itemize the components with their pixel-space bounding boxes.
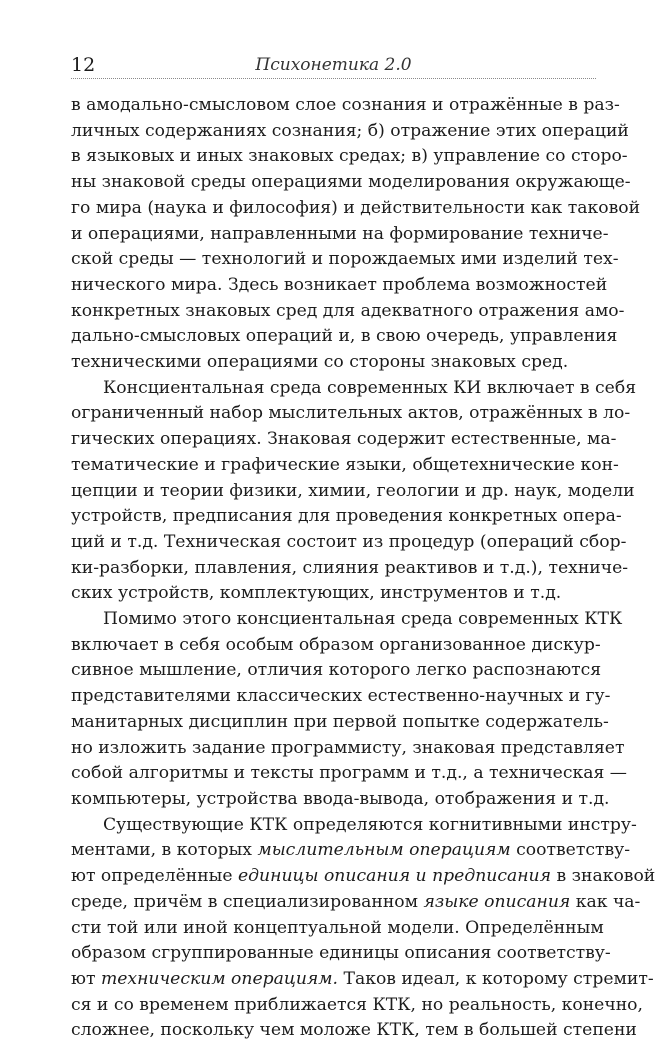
text-segment: Таков идеал, к которому стремит- <box>338 968 654 989</box>
text-segment: Помимо этого консциентальная среда современных КТК <box>103 609 623 630</box>
text-segment: го мира (наука и философия) и действительности как таковой <box>71 197 641 218</box>
text-line <box>71 967 654 993</box>
text-segment: компьютеры, устройства ввода-вывода, отображения и т.д. <box>71 788 610 809</box>
text-line <box>71 299 625 325</box>
text-segment: ментами, в которых <box>71 840 258 861</box>
running-title: Психонетика 2.0 <box>255 55 412 75</box>
text-line <box>71 170 631 196</box>
text-segment: сивное мышление, отличия которого легко распознаются <box>71 660 602 681</box>
body-text <box>71 93 656 1044</box>
italic-text: единицы описания и предписания <box>237 866 552 887</box>
text-line <box>71 376 637 402</box>
text-line <box>71 633 601 659</box>
text-line <box>71 916 604 942</box>
text-segment: манитарных дисциплин при первой попытке содержатель- <box>71 711 609 732</box>
text-segment: тематические и графические языки, общетехнические кон- <box>71 454 619 475</box>
text-line <box>71 530 627 556</box>
text-segment: в языковых и иных знаковых средах; в) управление со сторо- <box>71 146 628 167</box>
text-line <box>71 196 641 222</box>
text-segment: сложнее, поскольку чем моложе КТК, тем в большей степени <box>71 1020 637 1041</box>
text-segment: но изложить задание программисту, знаковая представляет <box>71 737 625 758</box>
page-number: 12 <box>71 54 96 76</box>
text-line <box>71 453 619 479</box>
text-line <box>71 247 619 273</box>
text-line <box>71 504 622 530</box>
text-segment: собой алгоритмы и тексты программ и т.д., а техническая — <box>71 763 627 784</box>
text-line <box>71 736 625 762</box>
text-segment: конкретных знаковых сред для адекватного отражения амо- <box>71 300 625 321</box>
text-segment: в амодально-смысловом слое сознания и отражённые в раз- <box>71 95 620 115</box>
text-line <box>71 222 609 248</box>
text-line <box>71 479 635 505</box>
text-segment: Консциентальная среда современных КИ включает в себя <box>103 377 637 398</box>
text-segment: ют определённые <box>71 866 238 887</box>
italic-text: мыслительным операциям <box>257 840 511 861</box>
text-segment: цепции и теории физики, химии, геологии и др. наук, модели <box>71 480 635 501</box>
text-line <box>71 761 627 787</box>
italic-text: языке описания <box>423 891 571 912</box>
text-segment: ских устройств, комплектующих, инструментов и т.д. <box>71 583 562 604</box>
text-line <box>71 324 618 350</box>
text-segment: соответству- <box>510 840 631 861</box>
text-segment: ся и со временем приближается КТК, но реальность, конечно, <box>71 994 643 1015</box>
text-segment: включает в себя особым образом организованное дискур- <box>71 634 601 655</box>
page-header <box>71 48 596 79</box>
text-line <box>71 93 620 119</box>
text-segment: ций и т.д. Техническая состоит из процедур (операций сбор- <box>71 531 627 552</box>
text-segment: в знаковой <box>551 866 656 887</box>
text-line <box>71 427 617 453</box>
text-line <box>71 993 643 1019</box>
text-segment: образом сгруппированные единицы описания соответству- <box>71 943 611 964</box>
text-segment: устройств, предписания для проведения конкретных опера- <box>71 506 622 527</box>
text-segment: техническими операциями со стороны знаковых сред. <box>71 352 569 373</box>
text-line <box>71 684 611 710</box>
italic-text: техническим операциям. <box>100 968 339 989</box>
text-line <box>71 658 602 684</box>
text-line <box>71 1018 637 1044</box>
text-line <box>71 787 610 813</box>
text-line <box>71 581 598 607</box>
text-segment: как ча- <box>570 891 641 912</box>
text-segment: ограниченный набор мыслительных актов, отражённых в ло- <box>71 403 631 424</box>
text-line <box>71 556 629 582</box>
text-line <box>71 813 637 839</box>
text-line <box>71 119 629 145</box>
text-segment: среде, причём в специализированном <box>71 891 424 912</box>
text-line <box>71 273 608 299</box>
text-segment: ки-разборки, плавления, слияния реактивов и т.д.), техниче- <box>71 557 629 578</box>
text-line <box>71 144 628 170</box>
text-line <box>71 838 631 864</box>
text-segment: представителями классических естественно-научных и гу- <box>71 686 611 707</box>
text-line <box>71 710 609 736</box>
text-segment: нического мира. Здесь возникает проблема возможностей <box>71 274 608 295</box>
text-line <box>71 607 623 633</box>
text-line <box>71 890 641 916</box>
text-segment: ют <box>71 968 101 989</box>
text-line <box>71 350 598 376</box>
text-segment: сти той или иной концептуальной модели. Определённым <box>71 917 604 938</box>
text-line <box>71 864 656 890</box>
text-segment: личных содержаниях сознания; б) отражение этих операций <box>71 120 629 141</box>
text-segment: и операциями, направленными на формирование техниче- <box>71 223 609 244</box>
text-segment: ны знаковой среды операциями моделирования окружающе- <box>71 172 631 193</box>
text-segment: гических операциях. Знаковая содержит естественные, ма- <box>71 429 617 450</box>
text-line <box>71 941 611 967</box>
text-line <box>71 401 631 427</box>
text-segment: дально-смысловых операций и, в свою очередь, управления <box>71 326 618 347</box>
text-segment: ской среды — технологий и порождаемых ими изделий тех- <box>71 249 619 270</box>
text-segment: Существующие КТК определяются когнитивными инстру- <box>103 814 637 835</box>
